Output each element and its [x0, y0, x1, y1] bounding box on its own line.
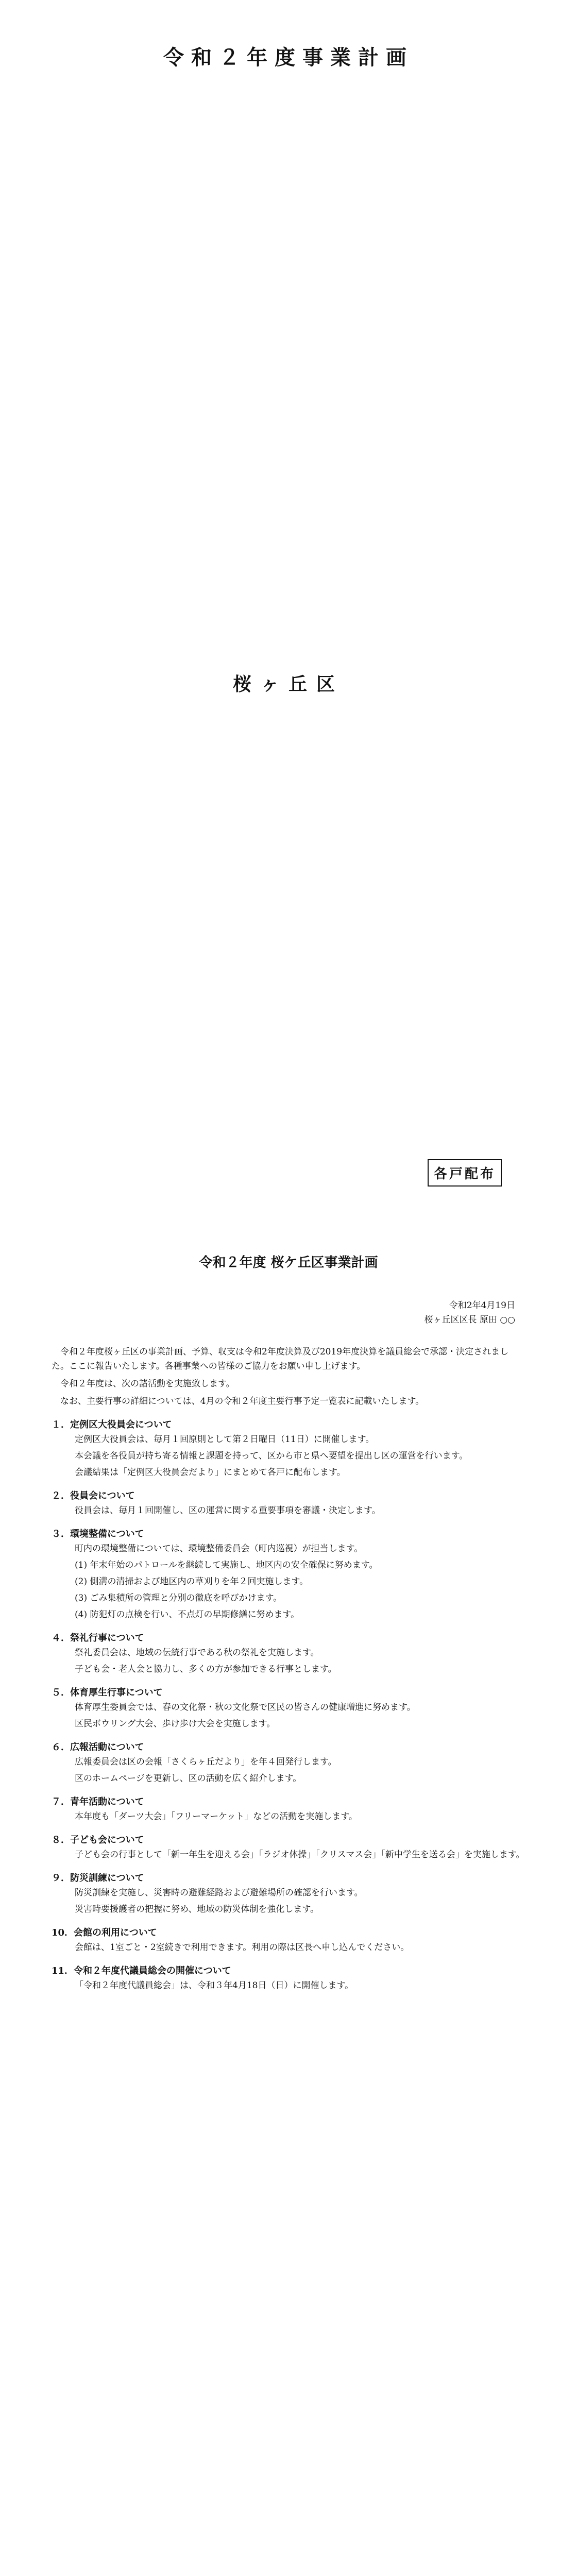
plan-item-paragraph: 本年度も「ダーツ大会」「フリーマーケット」などの活動を実施します。 [75, 1811, 358, 1822]
plan-item-paragraph: 町内の環境整備については、環境整備委員会（町内巡視）が担当します。 [75, 1544, 363, 1554]
plan-item-paragraph: 祭礼委員会は、地域の伝統行事である秋の祭礼を実施します。 [75, 1648, 319, 1658]
plan-item-paragraph: 定例区大役員会は、毎月１回原則として第２日曜日（11日）に開催します。 [75, 1434, 375, 1445]
plan-date-block [425, 1298, 515, 1327]
plan-item-body [66, 1755, 525, 1786]
plan-item-heading: ４．祭礼行事について [52, 1633, 144, 1643]
plan-item-body [66, 1978, 525, 1993]
plan-item-heading: 10．会館の利用について [52, 1927, 157, 1938]
plan-item-paragraph: 本会議を各役員が持ち寄る情報と課題を持って、区から市と県へ要望を提出し区の運営を行います。 [75, 1451, 468, 1461]
plan-item-heading: ５．体育厚生行事について [52, 1687, 163, 1698]
plan-author: 桜ヶ丘区区長 原田 ○○ [424, 1315, 515, 1325]
intro-paragraph: なお、主要行事の詳細については、4月の令和２年度主要行事予定一覧表に記載いたします。 [60, 1396, 425, 1406]
plan-item-paragraph: 子ども会の行事として「新一年生を迎える会」「ラジオ体操」「クリスマス会」「新中学生を送る会」を実施します。 [75, 1850, 525, 1860]
intro-paragraph: 令和２年度桜ヶ丘区の事業計画、予算、収支は令和2年度決算及び2019年度決算を議員総会で承認・決定されました。ここに報告いたします。各種事業への皆様のご協力をお願い申し上げます。 [52, 1347, 509, 1371]
plan-item-heading: ３．環境整備について [52, 1529, 144, 1539]
plan-item-paragraph: 災害時要援護者の把握に努め、地域の防災体制を強化します。 [75, 1904, 319, 1914]
plan-item-paragraph: 「令和２年度代議員総会」は、令和３年4月18日（日）に開催します。 [75, 1980, 354, 1991]
plan-item-paragraph: 子ども会・老人会と協力し、多くの方が参加できる行事とします。 [75, 1664, 337, 1674]
plan-item-paragraph: (4) 防犯灯の点検を行い、不点灯の早期修繕に努めます。 [75, 1609, 300, 1620]
plan-title: 令和２年度 桜ケ丘区事業計画 [199, 1255, 378, 1270]
plan-date: 令和2年4月19日 [449, 1300, 515, 1311]
plan-item-paragraph: 会議結果は「定例区大役員会だより」にまとめて各戸に配布します。 [75, 1467, 346, 1478]
plan-item-body [66, 1886, 525, 1917]
plan-item-heading: ８．子ども会について [52, 1835, 144, 1845]
plan-item-body [66, 1646, 525, 1676]
plan-body [52, 1345, 525, 1995]
plan-item-body [66, 1503, 525, 1518]
plan-item-body [66, 1541, 525, 1622]
plan-item-paragraph: 防災訓練を実施し、災害時の避難経路および避難場所の確認を行います。 [75, 1888, 363, 1898]
plan-item-paragraph: (2) 側溝の清掃および地区内の草刈りを年２回実施します。 [75, 1577, 309, 1587]
plan-item-body [66, 1432, 525, 1480]
plan-item-body [66, 1700, 525, 1731]
plan-item-body [66, 1940, 525, 1955]
plan-item-paragraph: 体育厚生委員会では、春の文化祭・秋の文化祭で区民の皆さんの健康増進に努めます。 [75, 1702, 416, 1713]
plan-items [52, 1418, 525, 1993]
plan-item-paragraph: 広報委員会は区の会報「さくらヶ丘だより」を年４回発行します。 [75, 1757, 337, 1767]
plan-item-body [66, 1848, 525, 1862]
plan-item-body [66, 1809, 525, 1824]
plan-item-paragraph: 区のホームページを更新し、区の活動を広く紹介します。 [75, 1773, 302, 1784]
plan-item-paragraph: 会館は、1室ごと・2室続きで利用できます。利用の際は区長へ申し込んでください。 [75, 1942, 410, 1953]
document-title: 令和２年度事業計画 [163, 45, 414, 70]
ward-name: 桜ヶ丘区 [232, 673, 344, 695]
distribution-stamp: 各戸配布 [428, 1159, 502, 1187]
plan-item-heading: ９．防災訓練について [52, 1873, 144, 1884]
plan-item-paragraph: (1) 年末年始のパトロールを継続して実施し、地区内の安全確保に努めます。 [75, 1560, 378, 1570]
plan-item-heading: 11．令和２年度代議員総会の開催について [52, 1965, 231, 1976]
plan-item-heading: ２．役員会について [52, 1490, 135, 1501]
plan-item-paragraph: (3) ごみ集積所の管理と分別の徹底を呼びかけます。 [75, 1593, 282, 1603]
plan-item-heading: １．定例区大役員会について [52, 1419, 172, 1430]
plan-item-heading: ７．青年活動について [52, 1797, 144, 1807]
plan-item-paragraph: 区民ボウリング大会、歩け歩け大会を実施します。 [75, 1719, 276, 1729]
intro-paragraph: 令和２年度は、次の諸活動を実施致します。 [60, 1379, 235, 1389]
plan-item-paragraph: 役員会は、毎月１回開催し、区の運営に関する重要事項を審議・決定します。 [75, 1505, 381, 1516]
plan-item-heading: ６．広報活動について [52, 1742, 144, 1753]
